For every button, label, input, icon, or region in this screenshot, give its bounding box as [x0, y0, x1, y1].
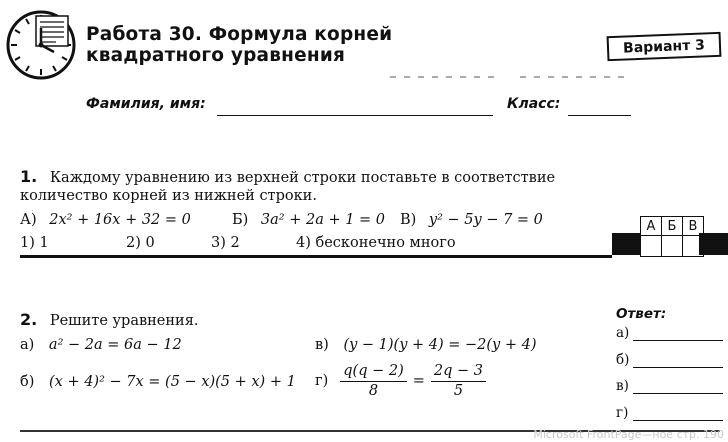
variant-box: Вариант 3: [607, 32, 722, 61]
answer-line-a[interactable]: [633, 340, 723, 341]
g-fraction-1: [340, 362, 406, 401]
task2-b: [20, 373, 296, 392]
eq-v: y² − 5y − 7 = 0: [428, 212, 543, 228]
name-field[interactable]: [217, 115, 493, 116]
decor-dashes-2: [520, 76, 630, 78]
g-den-1: 8: [368, 383, 379, 399]
answer-cell-v[interactable]: [683, 236, 704, 257]
task1-number: 1.: [20, 167, 38, 186]
answer-line-b[interactable]: [633, 367, 723, 368]
task2-heading: [20, 310, 198, 331]
task2-g: [315, 362, 486, 401]
task1-text-1: Каждому уравнению из верхней строки поставьте в соответствие: [49, 170, 556, 186]
answer-cell-b[interactable]: [662, 236, 683, 257]
a-eq: a² − 2a = 6a − 12: [48, 337, 182, 353]
answer-row-v-label: в): [616, 378, 629, 394]
task1-eq-v: [400, 211, 543, 230]
g-label: г): [315, 373, 329, 389]
answer-label: Ответ:: [616, 306, 667, 322]
v-label: в): [315, 337, 329, 353]
class-label: Класс:: [507, 96, 561, 112]
answer-cell-a[interactable]: [641, 236, 662, 257]
g-den-2: 5: [453, 383, 464, 399]
eq-a-label: А): [20, 212, 37, 228]
eq-b: 3a² + 2a + 1 = 0: [260, 212, 386, 228]
task1-text-2: количество корней из нижней строки.: [20, 188, 317, 204]
class-field[interactable]: [568, 115, 631, 116]
a-label: а): [20, 337, 35, 353]
divider-1: [20, 255, 612, 258]
answer-row-g-label: г): [616, 405, 629, 421]
task2-number: 2.: [20, 310, 38, 329]
task2-a: [20, 336, 182, 355]
b-label: б): [20, 374, 35, 390]
g-num-1: q(q − 2): [340, 362, 406, 382]
answer-table: [640, 216, 704, 257]
task2-v: [315, 336, 536, 355]
title-line-1: Работа 30. Формула корней: [86, 24, 393, 45]
page-title: [86, 24, 392, 66]
v-eq: (y − 1)(y + 4) = −2(y + 4): [343, 337, 537, 353]
title-line-2: квадратного уравнения: [86, 45, 346, 66]
eq-a: 2x² + 16x + 32 = 0: [49, 212, 191, 228]
opt-2: 2) 0: [126, 235, 155, 251]
task2-text: Решите уравнения.: [49, 313, 199, 329]
table-header-v: В: [683, 217, 704, 236]
table-header-a: А: [641, 217, 662, 236]
g-equals: =: [412, 373, 425, 389]
decor-dashes: [390, 76, 500, 78]
eq-v-label: В): [400, 212, 417, 228]
task1-eq-b: [232, 211, 385, 230]
opt-4: 4) бесконечно много: [296, 235, 456, 251]
task1-line1: [20, 167, 555, 188]
answer-row-a-label: а): [616, 325, 630, 341]
opt-3: 3) 2: [211, 235, 240, 251]
g-num-2: 2q − 3: [431, 362, 486, 382]
decor-bar-left: [612, 233, 641, 255]
name-label: Фамилия, имя:: [86, 96, 206, 112]
opt-1: 1) 1: [20, 235, 49, 251]
answer-row-b-label: б): [616, 352, 630, 368]
b-eq: (x + 4)² − 7x = (5 − x)(5 + x) + 1: [49, 374, 296, 390]
table-header-b: Б: [662, 217, 683, 236]
clock-icon: [4, 8, 78, 82]
answer-line-g[interactable]: [633, 420, 723, 421]
watermark-text: Microsoft FrontPage—ное стр. 190: [533, 428, 724, 441]
answer-line-v[interactable]: [633, 393, 723, 394]
eq-b-label: Б): [232, 212, 249, 228]
g-fraction-2: [431, 362, 486, 401]
task1-eq-a: [20, 211, 191, 230]
